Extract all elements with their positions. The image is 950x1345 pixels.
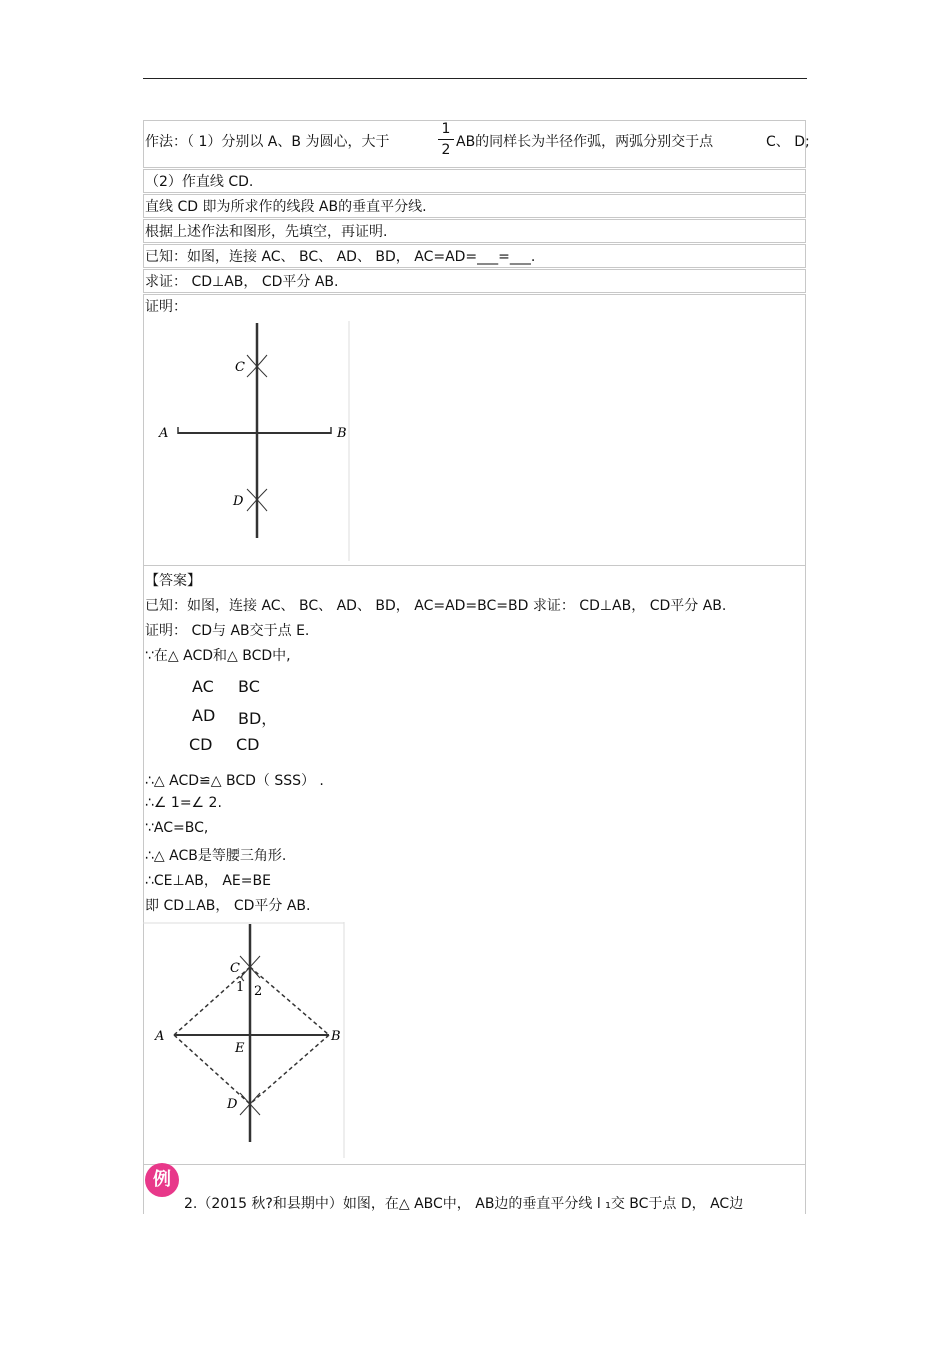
label-angle-1: 1 <box>236 980 245 995</box>
answer-header: 【答案】 <box>145 573 201 589</box>
label-b: B <box>337 426 347 441</box>
method-line1-suffix: AB的同样长为半径作弧，两弧分别交于点 <box>456 134 714 150</box>
label-c2: C <box>230 961 240 976</box>
dashed-bd <box>250 1035 329 1104</box>
given-text: 已知：如图，连接 AC、 BC、 AD、 BD， AC=AD=___=___. <box>145 249 536 265</box>
answer-in-triangles: ∵在△ ACD和△ BCD中, <box>145 648 291 664</box>
example-text: 2.（2015 秋?和县期中）如图，在△ ABC中， AB边的垂直平分线 l ₁交 BC于点 D， AC边 <box>184 1196 744 1212</box>
step-ce-perp: ∴CE⊥AB， AE=BE <box>145 873 271 889</box>
prompt-text: 根据上述作法和图形，先填空，再证明. <box>145 224 388 240</box>
fraction-half <box>438 120 454 159</box>
system-row-3-left: CD <box>189 735 213 754</box>
answer-given: 已知：如图，连接 AC、 BC、 AD、 BD， AC=AD=BC=BD 求证： CD⊥AB， CD平分 AB. <box>145 598 727 614</box>
prove-text: 求证： CD⊥AB， CD平分 AB. <box>145 274 339 290</box>
method-line2: （2）作直线 CD. <box>145 174 254 190</box>
method-line1-end: C、 D; <box>766 134 810 150</box>
method-line1-prefix: 作法：（ 1）分别以 A、B 为圆心，大于 <box>145 134 390 150</box>
answer-proof-intro: 证明： CD与 AB交于点 E. <box>145 623 310 639</box>
system-row-2-left: AD <box>192 706 216 725</box>
label-a2: A <box>155 1029 165 1044</box>
method-line3: 直线 CD 即为所求作的线段 AB的垂直平分线. <box>145 199 427 215</box>
label-a: A <box>159 426 169 441</box>
label-d: D <box>233 494 244 509</box>
figure-1-perpendicular-bisector <box>143 321 351 561</box>
label-e: E <box>235 1041 245 1056</box>
dashed-bc <box>250 967 329 1035</box>
label-c: C <box>235 360 245 375</box>
label-angle-2: 2 <box>254 984 263 999</box>
step-congruent: ∴△ ACD≌△ BCD（ SSS） . <box>145 773 324 789</box>
figure-2-rhombus-proof <box>143 922 346 1158</box>
step-conclusion: 即 CD⊥AB， CD平分 AB. <box>145 898 311 914</box>
system-row-2-right: BD， <box>238 709 278 728</box>
example-badge: 例 <box>145 1163 179 1197</box>
step-ac-bc: ∵AC=BC, <box>145 820 209 836</box>
label-d2: D <box>227 1097 238 1112</box>
dashed-ac <box>174 967 250 1035</box>
step-angles: ∴∠ 1=∠ 2. <box>145 795 222 811</box>
system-row-1-left: AC <box>192 677 214 696</box>
system-row-1-right: BC <box>238 677 260 696</box>
fraction-denominator: 2 <box>441 142 451 158</box>
system-row-3-right: CD <box>236 735 260 754</box>
label-b2: B <box>331 1029 341 1044</box>
fraction-numerator: 1 <box>441 121 451 137</box>
header-rule <box>143 78 807 79</box>
proof-label: 证明： <box>145 299 187 315</box>
fraction-bar <box>438 139 454 140</box>
step-isosceles: ∴△ ACB是等腰三角形. <box>145 848 287 864</box>
